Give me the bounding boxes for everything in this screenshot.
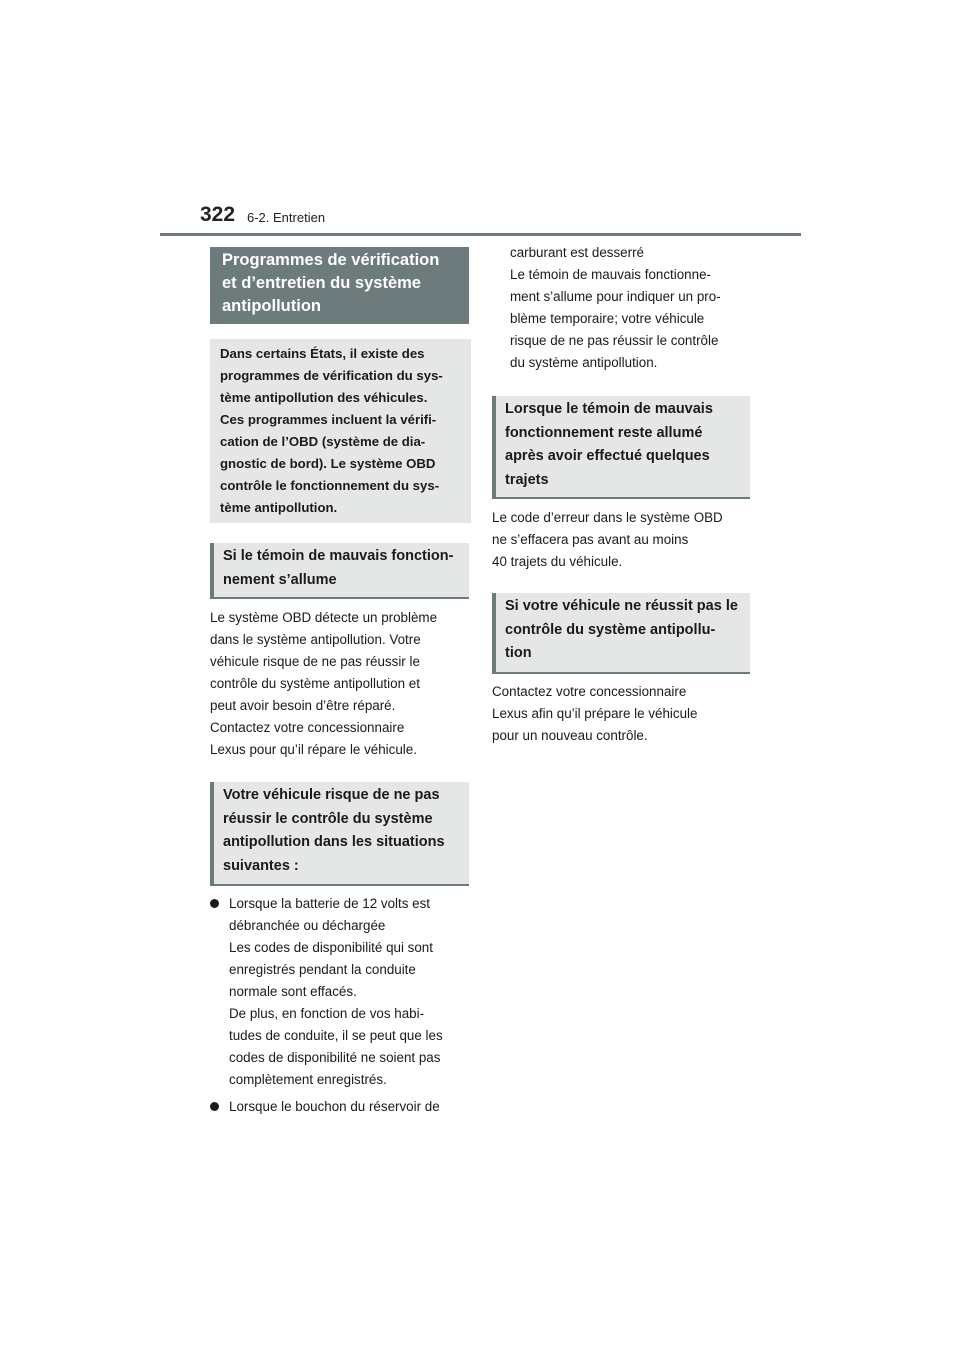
list-item-battery: Lorsque la batterie de 12 volts est débranchée ou déchargée Les codes de disponibilité qui sont enregistrés pendant la conduite normale sont effacés. De plus, en fonction de vos habi- tudes de conduite, il se peut que les codes de disponibilité ne soient pas complètement enregistrés.	[210, 893, 475, 1091]
page-number: 322	[200, 203, 236, 226]
heading-mil-stays-on: Lorsque le témoin de mauvais fonctionnement reste allumé après avoir effectué quelques trajets	[492, 396, 750, 499]
heading-failure-situations: Votre véhicule risque de ne pas réussir le contrôle du système antipollution dans les situations suivantes :	[210, 782, 469, 886]
bullet-icon	[210, 1102, 219, 1111]
list-item-fuel-cap: Lorsque le bouchon du réservoir de	[210, 1096, 475, 1118]
list-item-fuel-cap-continued: carburant est desserré Le témoin de mauvais fonctionne- ment s’allume pour indiquer un pro- blème temporaire; votre véhicule risque de ne pas réussir le contrôle du système antipollution.	[510, 245, 721, 370]
bullet-icon	[210, 899, 219, 908]
intro-box: Dans certains États, il existe des programmes de vérification du sys- tème antipollution des véhicules. Ces programmes incluent la vérifi- cation de l’OBD (système de dia- gnostic de bord). Le système OBD contrôle le fonctionnement du sys- tème antipollution.	[210, 339, 471, 523]
heading-failed-inspection: Si votre véhicule ne réussit pas le contrôle du système antipollu- tion	[492, 593, 750, 674]
paragraph-mil-on: Le système OBD détecte un problème dans le système antipollution. Votre véhicule risque de ne pas réussir le contrôle du système antipollution et peut avoir besoin d’être réparé. Contactez votre concessionnaire Lexus pour qu’il répare le véhicule.	[210, 610, 438, 757]
paragraph-failed-inspection: Contactez votre concessionnaire Lexus afin qu’il prépare le véhicule pour un nouveau contrôle.	[492, 684, 698, 743]
header-rule	[160, 233, 801, 236]
paragraph-mil-stays-on: Le code d’erreur dans le système OBD ne s’effacera pas avant au moins 40 trajets du véhicule.	[492, 510, 723, 569]
heading-mil-on: Si le témoin de mauvais fonction- nement s’allume	[210, 543, 469, 599]
section-name: 6-2. Entretien	[247, 210, 326, 225]
section-title: Programmes de vérification et d’entretien du système antipollution	[210, 247, 469, 324]
